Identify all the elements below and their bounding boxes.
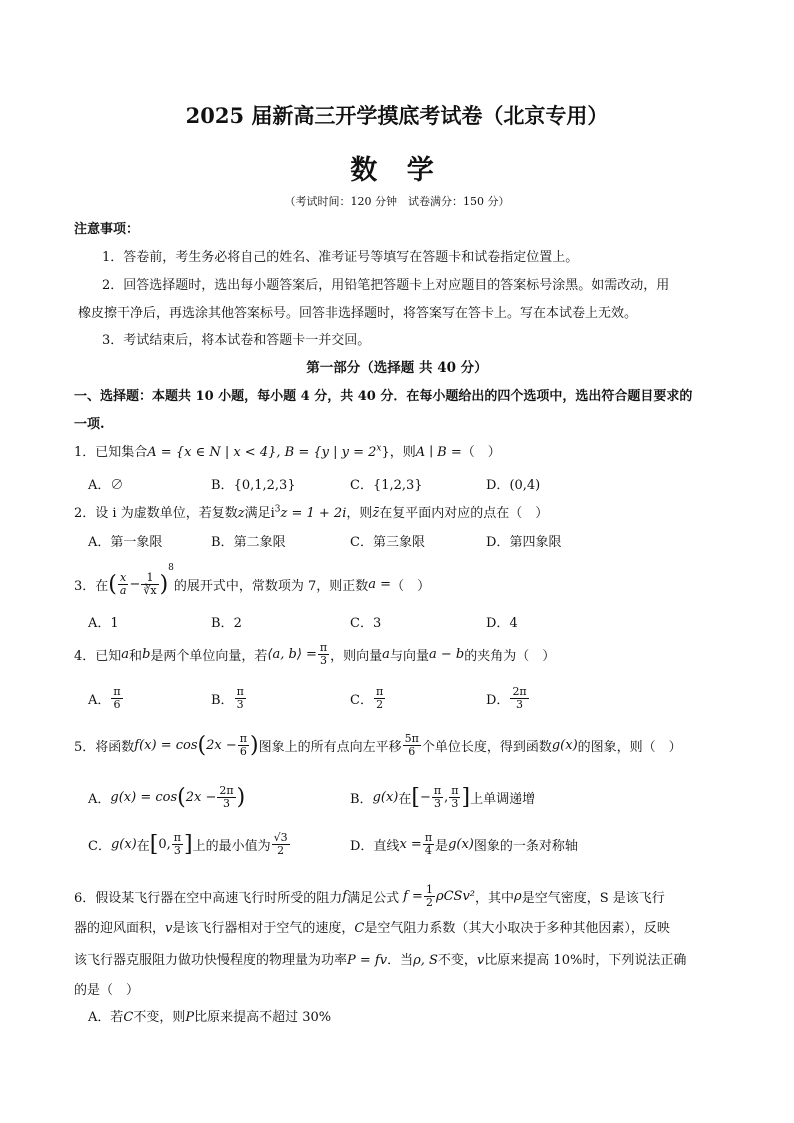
q2-option-a[interactable]: A．第一象限 <box>88 535 163 550</box>
q3-option-c[interactable]: C．3 <box>350 616 382 631</box>
question-3-stem: 3．在( $\frac{x}{a}$ − $\frac{1}{∛x}$ )$^8$的展开式中，常数项为 7，则正数a =（ ） <box>74 563 431 597</box>
q5-option-a[interactable]: A．g(x) = cos(2x − $\frac{2\pi}{3}$ ) <box>88 784 246 810</box>
q1-option-c[interactable]: C．{1,2,3} <box>350 478 423 493</box>
exam-info: （考试时间：120 分钟 试卷满分：150 分） <box>284 195 510 208</box>
question-6-line-4: 的是（ ） <box>74 983 140 998</box>
q5-option-d[interactable]: D．直线x = $\frac{\pi}{4}$ 是g(x)图象的一条对称轴 <box>350 831 578 857</box>
question-6-line-1: 6．假设某飞行器在空中高速飞行时所受的阻力f满足公式 f = $\frac{1}{2}$ ρCSv²，其中ρ是空气密度，S 是该飞行 <box>74 883 665 909</box>
q4-option-b[interactable]: B． $\frac{\pi}{3}$ <box>211 685 244 711</box>
note-item-2: 2．回答选择题时，选出每小题答案后，用铅笔把答题卡上对应题目的答案标号涂黑。如需改动，用 <box>102 278 670 293</box>
section-instruction-cont: 一项. <box>74 417 105 432</box>
question-5-stem: 5．将函数f(x) = cos(2x − $\frac{\pi}{6}$ )图象上的所有点向左平移 $\frac{5\pi}{6}$ 个单位长度，得到函数g(x)的图象，则（ ） <box>74 732 682 758</box>
question-2-stem: 2．设 i 为虚数单位，若复数z满足$i^3z = 1 + 2i$，则z̄在复平面内对应的点在（ ） <box>74 504 549 521</box>
q1-option-a[interactable]: A．∅ <box>88 478 124 493</box>
subject-title: 数 学 <box>350 155 444 186</box>
q3-option-b[interactable]: B．2 <box>211 616 242 631</box>
q5-option-b[interactable]: B．g(x)在[− $\frac{\pi}{3}$ , $\frac{\pi}{3}$ ]上单调递增 <box>350 784 536 810</box>
q4-option-c[interactable]: C． $\frac{\pi}{2}$ <box>350 685 384 711</box>
q4-option-a[interactable]: A． $\frac{\pi}{6}$ <box>88 685 121 711</box>
notes-heading: 注意事项： <box>74 222 140 237</box>
question-6-line-3: 该飞行器克服阻力做功快慢程度的物理量为功率P = fv．当ρ, S不变，v比原来提高 10%时，下列说法正确 <box>74 953 687 968</box>
note-item-3: 3．考试结束后，将本试卷和答题卡一并交回。 <box>102 333 371 348</box>
q4-option-d[interactable]: D． $\frac{2\pi}{3}$ <box>486 685 527 711</box>
note-item-2-cont: 橡皮擦干净后，再选涂其他答案标号。回答非选择题时，将答案写在答卡上。写在本试卷上无效。 <box>78 306 638 321</box>
q1-option-b[interactable]: B．{0,1,2,3} <box>211 478 296 493</box>
note-item-1: 1．答卷前，考生务必将自己的姓名、准考证号等填写在答题卡和试卷指定位置上。 <box>102 250 579 265</box>
section-heading: 第一部分（选择题 共 40 分） <box>306 360 488 376</box>
q2-option-b[interactable]: B．第二象限 <box>211 535 286 550</box>
q6-option-a[interactable]: A．若C不变，则P比原来提高不超过 30% <box>88 1010 332 1025</box>
question-1-stem: 1．已知集合A = {x ∈ N | x < 4}, B = {y | $y = 2^x$}，则A ∣ B =（ ） <box>74 443 501 460</box>
q2-option-d[interactable]: D．第四象限 <box>486 535 562 550</box>
q1-option-d[interactable]: D．(0,4) <box>486 478 541 493</box>
question-6-line-2: 器的迎风面积，v是该飞行器相对于空气的速度，C是空气阻力系数（其大小取决于多种其他因素），反映 <box>74 921 670 936</box>
question-4-stem: 4．已知a和b是两个单位向量，若⟨a, b⟩ = $\frac{\pi}{3}$ ，则向量a与向量a − b的夹角为（ ） <box>74 641 556 667</box>
exam-title: 2025 届新高三开学摸底考试卷（北京专用） <box>185 103 609 128</box>
q3-option-a[interactable]: A．1 <box>88 616 119 631</box>
section-instruction: 一、选择题：本题共 10 小题，每小题 4 分，共 40 分．在每小题给出的四个选项中，选出符合题目要求的 <box>74 389 693 404</box>
q5-option-c[interactable]: C．g(x)在[0, $\frac{\pi}{3}$ ]上的最小值为 $\frac{√3}{2}$ <box>88 831 288 857</box>
q3-option-d[interactable]: D．4 <box>486 616 518 631</box>
q2-option-c[interactable]: C．第三象限 <box>350 535 425 550</box>
